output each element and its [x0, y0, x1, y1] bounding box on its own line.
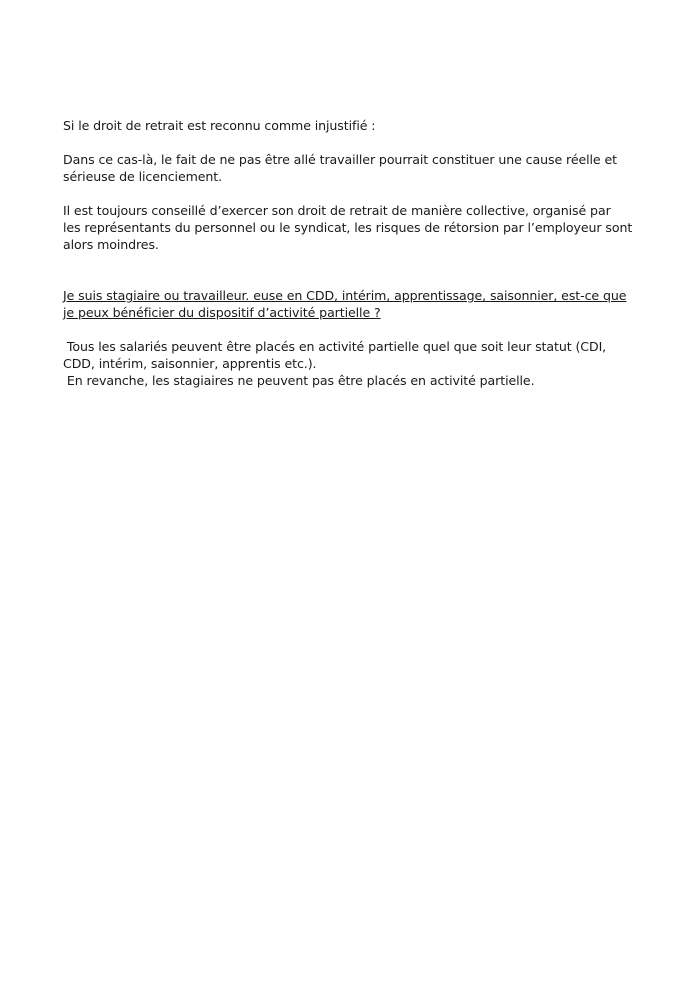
text-line: Si le droit de retrait est reconnu comme injustifié :: [63, 118, 376, 133]
question-heading: [63, 287, 643, 321]
document-body: [63, 117, 643, 389]
text-line: sérieuse de licenciement.: [63, 169, 223, 184]
paragraph-collective-advice: [63, 202, 643, 253]
text-line: En revanche, les stagiaires ne peuvent pas être placés en activité partielle.: [63, 373, 535, 388]
text-line: Il est toujours conseillé d’exercer son droit de retrait de manière collective, organisé par: [63, 203, 611, 218]
paragraph-unjustified-withdrawal: [63, 117, 643, 134]
heading-line: je peux bénéficier du dispositif d’activité partielle ?: [63, 305, 381, 320]
text-line: Dans ce cas-là, le fait de ne pas être allé travailler pourrait constituer une cause réelle et: [63, 152, 617, 167]
heading-line: Je suis stagiaire ou travailleur. euse en CDD, intérim, apprentissage, saisonnier, est-ce que: [63, 288, 627, 303]
text-line: alors moindres.: [63, 237, 159, 252]
text-line: les représentants du personnel ou le syndicat, les risques de rétorsion par l’employeur sont: [63, 220, 633, 235]
text-line: CDD, intérim, saisonnier, apprentis etc.).: [63, 356, 317, 371]
text-line: Tous les salariés peuvent être placés en activité partielle quel que soit leur statut (CDI,: [63, 339, 607, 354]
paragraph-answer: [63, 338, 643, 389]
paragraph-dismissal-cause: [63, 151, 643, 185]
